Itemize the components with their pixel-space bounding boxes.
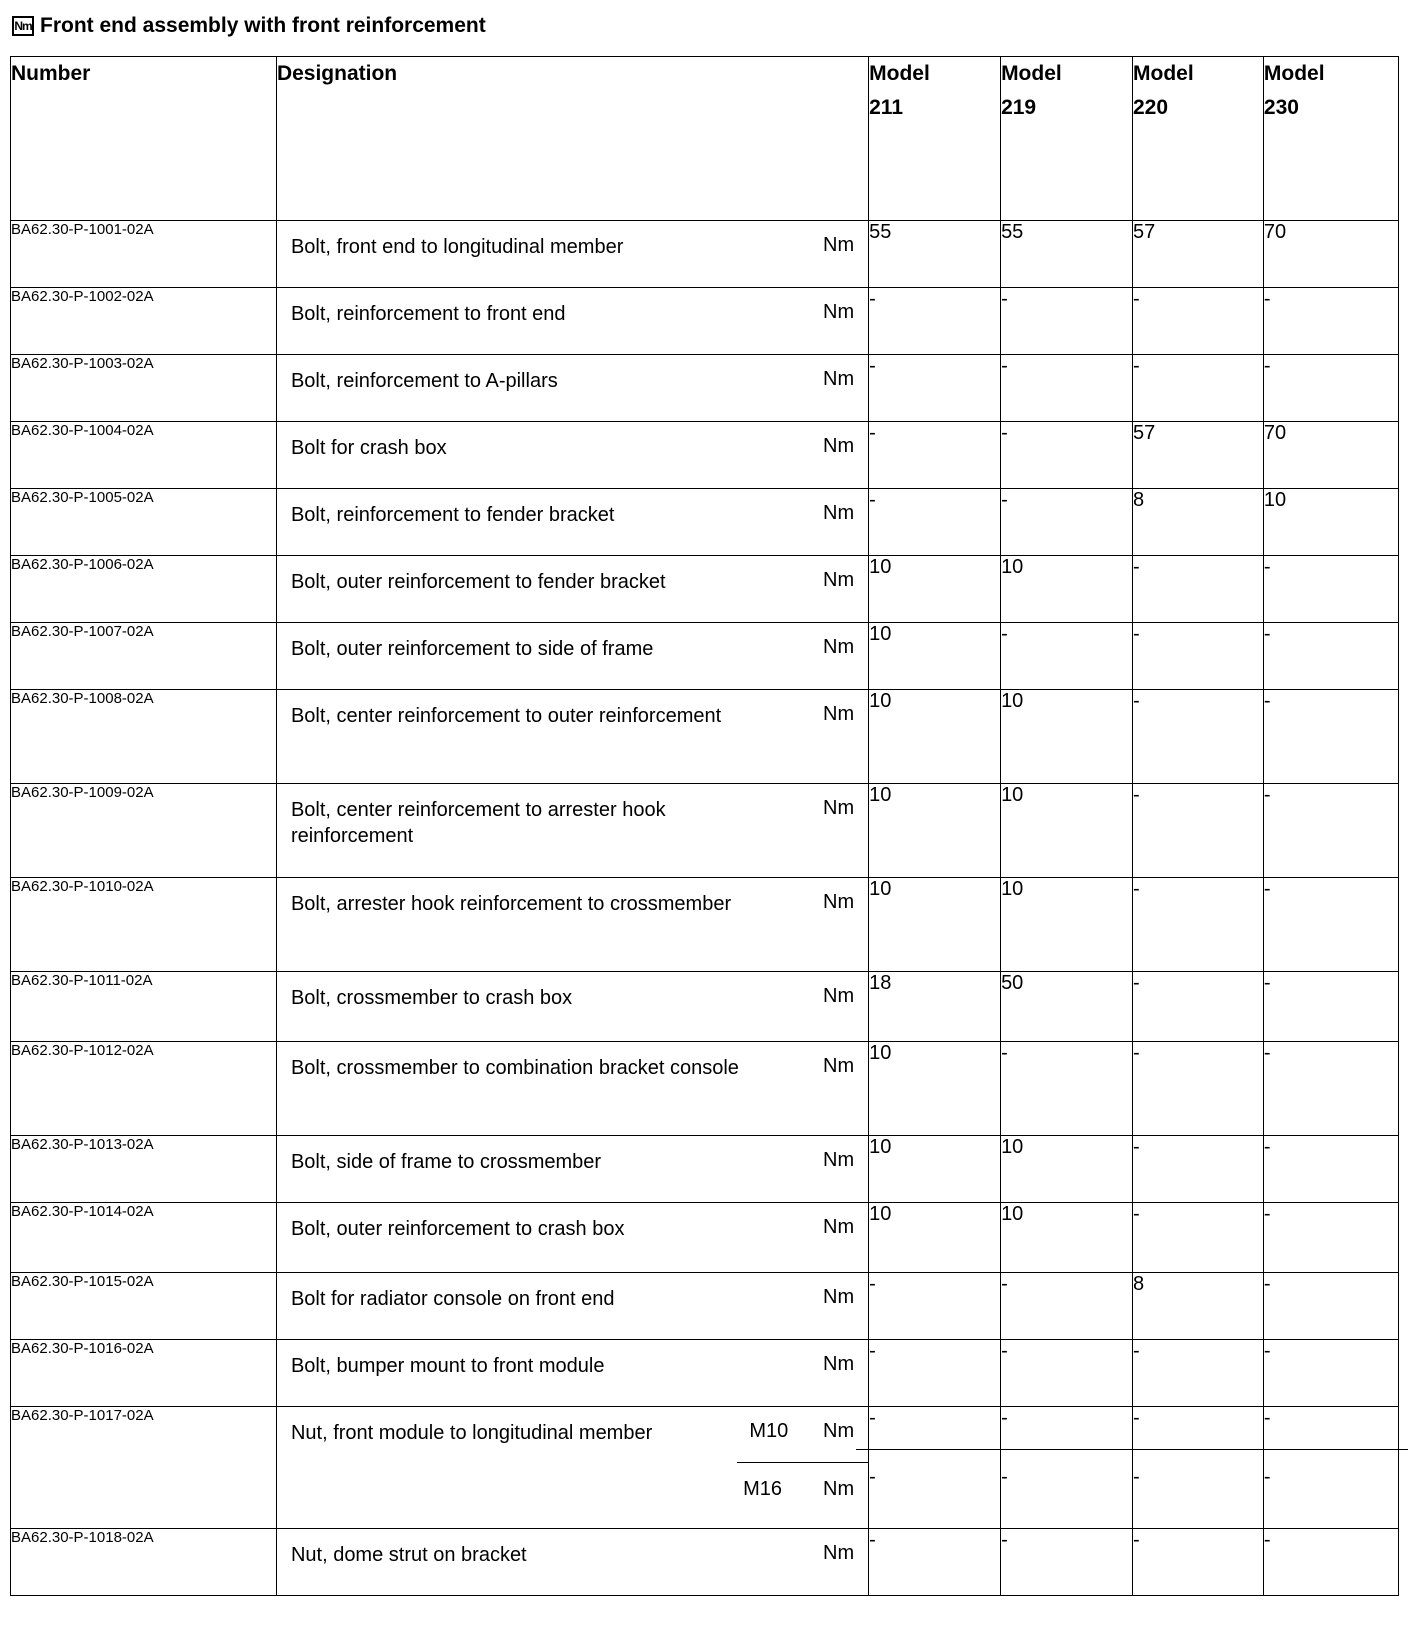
- designation-cell: [276, 355, 868, 422]
- torque-value: 10: [1001, 878, 1133, 972]
- torque-value: -: [1263, 1529, 1398, 1596]
- table-row: [11, 288, 1399, 355]
- table-row: [11, 784, 1399, 878]
- torque-value-pair: - -: [869, 1407, 1001, 1529]
- torque-value: -: [1263, 556, 1398, 623]
- torque-value: -: [869, 288, 1001, 355]
- torque-value: -: [1133, 784, 1264, 878]
- torque-value: 50: [1001, 972, 1133, 1042]
- table-row: [11, 422, 1399, 489]
- torque-value: -: [1263, 690, 1398, 784]
- torque-value: -: [1263, 1203, 1398, 1273]
- page-title: Front end assembly with front reinforcement: [40, 14, 486, 37]
- column-header-model: Model 211: [869, 57, 1001, 221]
- torque-value: -: [1133, 972, 1264, 1042]
- torque-value: -: [1133, 1529, 1264, 1596]
- designation-cell: [276, 556, 868, 623]
- designation-text: Bolt for crash box: [290, 437, 447, 459]
- torque-value: 10: [1001, 1203, 1133, 1273]
- designation-cell: [276, 1042, 868, 1136]
- table-row: [11, 972, 1399, 1042]
- column-header-number: Number: [11, 57, 277, 221]
- torque-value: 8: [1133, 489, 1264, 556]
- table-row: [11, 623, 1399, 690]
- part-number: BA62.30-P-1015-02A: [11, 1273, 277, 1340]
- designation-text: Bolt, crossmember to crash box: [290, 987, 573, 1009]
- page-title-row: [12, 12, 486, 40]
- unit-label: Nm: [823, 502, 855, 524]
- torque-value: 10: [1001, 784, 1133, 878]
- torque-value: -: [1263, 878, 1398, 972]
- torque-value: 70: [1263, 422, 1398, 489]
- table-row: [11, 1042, 1399, 1136]
- torque-value: -: [869, 1273, 1001, 1340]
- part-number: BA62.30-P-1010-02A: [11, 878, 277, 972]
- torque-value: -: [1263, 784, 1398, 878]
- designation-text: Bolt, bumper mount to front module: [290, 1355, 605, 1377]
- torque-value: 10: [869, 784, 1001, 878]
- torque-value: 18: [869, 972, 1001, 1042]
- designation-text: Nut, front module to longitudinal member: [290, 1422, 653, 1444]
- part-number: BA62.30-P-1004-02A: [11, 422, 277, 489]
- unit-label: Nm: [823, 1478, 855, 1500]
- designation-text: Bolt, reinforcement to A-pillars: [290, 370, 558, 392]
- unit-label: Nm: [823, 1353, 855, 1375]
- unit-label: Nm: [823, 234, 855, 256]
- torque-value: -: [1133, 288, 1264, 355]
- designation-text: Bolt, center reinforcement to arrester hook reinforcement: [290, 799, 666, 847]
- part-number: BA62.30-P-1011-02A: [11, 972, 277, 1042]
- part-number: BA62.30-P-1007-02A: [11, 623, 277, 690]
- torque-value: -: [1133, 1203, 1264, 1273]
- designation-text: Bolt, arrester hook reinforcement to crossmember: [290, 893, 732, 915]
- designation-cell: [276, 489, 868, 556]
- part-number: BA62.30-P-1013-02A: [11, 1136, 277, 1203]
- torque-value: -: [1263, 1042, 1398, 1136]
- column-header-model: Model 230: [1263, 57, 1398, 221]
- torque-value: 10: [869, 690, 1001, 784]
- designation-cell: [276, 878, 868, 972]
- table-row: [11, 221, 1399, 288]
- thread-size: M10: [749, 1420, 789, 1442]
- torque-value: -: [1263, 972, 1398, 1042]
- torque-value: -: [1263, 623, 1398, 690]
- torque-value: -: [1263, 1340, 1398, 1407]
- torque-value: -: [1001, 1042, 1133, 1136]
- part-number: BA62.30-P-1014-02A: [11, 1203, 277, 1273]
- designation-text: Bolt, side of frame to crossmember: [290, 1151, 602, 1173]
- designation-cell: [276, 422, 868, 489]
- torque-value: -: [1263, 288, 1398, 355]
- torque-value: -: [1133, 623, 1264, 690]
- unit-label: Nm: [823, 368, 855, 390]
- part-number: BA62.30-P-1002-02A: [11, 288, 277, 355]
- designation-cell: [276, 1203, 868, 1273]
- torque-value: 10: [1001, 690, 1133, 784]
- torque-value: -: [1001, 355, 1133, 422]
- part-number: BA62.30-P-1003-02A: [11, 355, 277, 422]
- torque-value: -: [1263, 1136, 1398, 1203]
- designation-text: Bolt, outer reinforcement to side of frame: [290, 638, 654, 660]
- torque-value: -: [1001, 1340, 1133, 1407]
- torque-value: -: [869, 1340, 1001, 1407]
- designation-text: Bolt, front end to longitudinal member: [290, 236, 624, 258]
- torque-value: -: [1001, 422, 1133, 489]
- torque-value: 10: [1001, 1136, 1133, 1203]
- table-row: [11, 1407, 1399, 1529]
- unit-label: Nm: [823, 1055, 855, 1077]
- torque-value: -: [869, 1529, 1001, 1596]
- table-row: [11, 355, 1399, 422]
- torque-value: -: [1133, 1042, 1264, 1136]
- designation-cell: [276, 972, 868, 1042]
- designation-text: Bolt, center reinforcement to outer reinforcement: [290, 705, 722, 727]
- table-row: [11, 489, 1399, 556]
- part-number: BA62.30-P-1016-02A: [11, 1340, 277, 1407]
- table-row: [11, 1340, 1399, 1407]
- designation-cell: [276, 1340, 868, 1407]
- torque-value: -: [1133, 1340, 1264, 1407]
- designation-cell: [276, 1273, 868, 1340]
- torque-value: -: [1001, 288, 1133, 355]
- table-row: [11, 556, 1399, 623]
- torque-value-pair: - -: [1133, 1407, 1264, 1529]
- unit-label: Nm: [823, 797, 855, 819]
- unit-label: Nm: [823, 569, 855, 591]
- designation-text: Bolt, reinforcement to front end: [290, 303, 566, 325]
- unit-label: Nm: [823, 435, 855, 457]
- table-row: [11, 1529, 1399, 1596]
- torque-value: -: [1133, 878, 1264, 972]
- torque-value: 55: [869, 221, 1001, 288]
- torque-value: -: [869, 422, 1001, 489]
- designation-cell: [276, 690, 868, 784]
- torque-value: 10: [869, 1136, 1001, 1203]
- designation-text: Bolt, outer reinforcement to crash box: [290, 1218, 625, 1240]
- torque-value: 57: [1133, 221, 1264, 288]
- torque-value: -: [1263, 1273, 1398, 1340]
- part-number: BA62.30-P-1008-02A: [11, 690, 277, 784]
- designation-cell: [276, 1407, 868, 1529]
- torque-value: -: [1001, 623, 1133, 690]
- part-number: BA62.30-P-1018-02A: [11, 1529, 277, 1596]
- designation-cell: [276, 1136, 868, 1203]
- unit-label: Nm: [823, 703, 855, 725]
- torque-value: 10: [869, 878, 1001, 972]
- column-header-model: Model 220: [1133, 57, 1264, 221]
- torque-value: 10: [869, 556, 1001, 623]
- part-number: BA62.30-P-1017-02A: [11, 1407, 277, 1529]
- thread-size: M16: [743, 1478, 783, 1500]
- unit-label: Nm: [823, 1420, 855, 1442]
- column-header-designation: Designation: [276, 57, 868, 221]
- torque-value: 10: [1263, 489, 1398, 556]
- part-number: BA62.30-P-1001-02A: [11, 221, 277, 288]
- table-row: [11, 690, 1399, 784]
- designation-cell: [276, 221, 868, 288]
- torque-value: 55: [1001, 221, 1133, 288]
- table-row: [11, 878, 1399, 972]
- unit-label: Nm: [823, 985, 855, 1007]
- torque-value: -: [1001, 1529, 1133, 1596]
- torque-value: 57: [1133, 422, 1264, 489]
- torque-value: -: [1263, 355, 1398, 422]
- torque-value: 10: [869, 623, 1001, 690]
- torque-value: 70: [1263, 221, 1398, 288]
- part-number: BA62.30-P-1005-02A: [11, 489, 277, 556]
- torque-value: -: [1133, 1136, 1264, 1203]
- unit-label: Nm: [823, 891, 855, 913]
- column-header-model: Model 219: [1001, 57, 1133, 221]
- torque-spec-table: [10, 56, 1399, 1596]
- designation-text: Bolt, reinforcement to fender bracket: [290, 504, 615, 526]
- unit-label: Nm: [823, 1149, 855, 1171]
- part-number: BA62.30-P-1012-02A: [11, 1042, 277, 1136]
- table-row: [11, 1203, 1399, 1273]
- torque-value: -: [1133, 556, 1264, 623]
- designation-text: Bolt, outer reinforcement to fender bracket: [290, 571, 666, 593]
- torque-nm-icon: Nm: [12, 16, 34, 36]
- torque-value-pair: - -: [1001, 1407, 1133, 1529]
- table-row: [11, 1273, 1399, 1340]
- torque-value: -: [869, 489, 1001, 556]
- torque-value: -: [869, 355, 1001, 422]
- torque-value: 8: [1133, 1273, 1264, 1340]
- unit-label: Nm: [823, 1286, 855, 1308]
- torque-value: -: [1001, 489, 1133, 556]
- torque-value: 10: [1001, 556, 1133, 623]
- unit-label: Nm: [823, 1542, 855, 1564]
- torque-value: 10: [869, 1042, 1001, 1136]
- designation-cell: [276, 288, 868, 355]
- unit-label: Nm: [823, 1216, 855, 1238]
- table-header-row: [11, 57, 1399, 221]
- designation-text: Bolt for radiator console on front end: [290, 1288, 615, 1310]
- designation-cell: [276, 784, 868, 878]
- unit-label: Nm: [823, 636, 855, 658]
- torque-value: 10: [869, 1203, 1001, 1273]
- torque-value-pair: - -: [1263, 1407, 1398, 1529]
- torque-value: -: [1133, 355, 1264, 422]
- designation-text: Bolt, crossmember to combination bracket console: [290, 1057, 739, 1079]
- designation-cell: [276, 623, 868, 690]
- designation-cell: [276, 1529, 868, 1596]
- part-number: BA62.30-P-1006-02A: [11, 556, 277, 623]
- unit-label: Nm: [823, 301, 855, 323]
- designation-text: Nut, dome strut on bracket: [290, 1544, 527, 1566]
- torque-value: -: [1001, 1273, 1133, 1340]
- part-number: BA62.30-P-1009-02A: [11, 784, 277, 878]
- table-row: [11, 1136, 1399, 1203]
- torque-value: -: [1133, 690, 1264, 784]
